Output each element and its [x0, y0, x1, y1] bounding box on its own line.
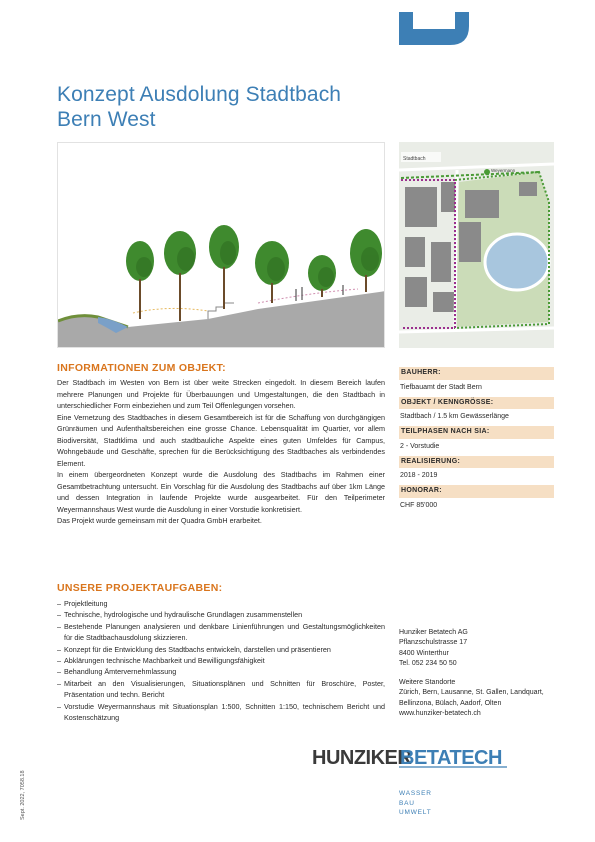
list-item: – Technische, hydrologische und hydraulische Grundlagen zusammenstellen: [57, 609, 385, 620]
fact-label: BAUHERR:: [399, 367, 554, 380]
page-title: [57, 82, 341, 132]
tasks-list: [57, 598, 385, 723]
info-paragraph: Der Stadtbach im Westen von Bern ist über weite Strecken eingedolt. In diesem Bereich laufen mehrere Planungen und Projekte für Überbauungen und Umgestaltungen, die den Stadtbach in unterschiedlicher Form einbeziehen und zum Teil Offenlegungen vorsehen.: [57, 378, 385, 410]
list-item: – Bestehende Planungen analysieren und denkbare Linienführungen und Gestaltungsmöglichkeiten für die Stadtbachausdolung skizzieren.: [57, 621, 385, 644]
fact-value: CHF 85'000: [400, 501, 438, 509]
list-item: – Konzept für die Entwicklung des Stadtbachs entwickeln, darstellen und präsentieren: [57, 644, 385, 655]
map-label-left: Stadtbach: [403, 156, 426, 162]
brand-tab-icon: [399, 12, 469, 45]
company-street: Pflanzschulstrasse 17: [399, 639, 468, 647]
logo-part-2: BETATECH: [400, 747, 502, 769]
fact-value: 2018 - 2019: [400, 472, 438, 479]
tagline-line: UMWELT: [399, 809, 432, 816]
tagline-line: WASSER: [399, 790, 432, 797]
situation-map-drawing: [399, 142, 554, 348]
fact-label: REALISIERUNG:: [399, 456, 554, 469]
company-phone: Tel. 052 234 50 50: [399, 659, 457, 667]
project-facts: [399, 367, 554, 512]
fact-label: OBJEKT / KENNGRÖSSE:: [399, 397, 554, 410]
fact-value: Tiefbauamt der Stadt Bern: [400, 383, 482, 391]
list-item: – Projektleitung: [57, 598, 385, 609]
tasks-heading: UNSERE PROJEKTAUFGABEN:: [57, 582, 223, 594]
info-body: [57, 377, 385, 527]
fact-label: TEILPHASEN NACH SIA:: [399, 426, 554, 439]
fact-value: Stadtbach / 1.5 km Gewässerlänge: [400, 413, 509, 420]
list-item: – Abklärungen technische Machbarkeit und Bewilligungsfähigkeit: [57, 655, 385, 666]
tagline-line: BAU: [399, 799, 415, 807]
contact-block: [399, 628, 559, 719]
situation-map: [399, 142, 554, 348]
fact-label: HONORAR:: [399, 485, 554, 498]
title-line-1: Konzept Ausdolung Stadtbach: [57, 83, 342, 106]
locations-line: Zürich, Bern, Lausanne, St. Gallen, Landquart,: [399, 689, 544, 697]
list-item: – Vorstudie Weyermannshaus mit Situationsplan 1:500, Schnitten 1:150, technischem Bericht und Kostenschätzung: [57, 701, 385, 724]
list-item: – Behandlung Ämtervernehmlassung: [57, 666, 385, 677]
list-item: – Mitarbeit an den Visualisierungen, Situationsplänen und Schnitten für Broschüre, Poster, Präsentation und techn. Bericht: [57, 678, 385, 701]
info-paragraph: Das Projekt wurde gemeinsam mit der Quadra GmbH erarbeitet.: [57, 516, 262, 525]
map-label-right: Weyermann: [491, 168, 516, 173]
info-heading: INFORMATIONEN ZUM OBJEKT:: [57, 362, 226, 374]
company-city: 8400 Winterthur: [399, 649, 449, 657]
fact-value: 2 - Vorstudie: [400, 442, 440, 450]
cross-section-drawing: [58, 143, 385, 348]
cross-section-illustration: [57, 142, 385, 348]
info-paragraph: Eine Vernetzung des Stadtbaches in diesem Gesamtbereich ist für die Schaffung von durchgängigen Grünräumen und Aufenthaltsbereichen eine grosse Chance. Lebensqualität im Quartier, vor allem Biodiversität, Stadtklima und auch stadtbauliche Aspekte eines guten Umfeldes für Campus, Wohngebäude und Geschäfte, sprechen für die Berücksichtigung des Stadtbaches als verbindendes Element.: [57, 412, 385, 468]
title-line-2: Bern West: [57, 108, 156, 131]
document-date-note: Sept. 2022, 7058.18: [20, 770, 26, 820]
locations-heading: Weitere Standorte: [399, 679, 456, 687]
tagline: [399, 789, 432, 818]
hunziker-betatech-logo: [312, 744, 512, 770]
locations-line: Bellinzona, Bülach, Aadorf, Olten: [399, 699, 502, 707]
company-name: Hunziker Betatech AG: [399, 629, 468, 636]
company-website-link[interactable]: www.hunziker-betatech.ch: [399, 710, 481, 718]
info-paragraph: In einem übergeordneten Konzept wurde die Ausdolung des Stadtbachs im Rahmen einer Gesamtbetrachtung untersucht. Ein Vorschlag für die Ausdolung des Stadtbachs auf über 1km Länge und dessen Integration in laufende Projekte wurde ausgearbeitet. Für den Teilperimeter Weyermannshaus West wurde die Ausdolung in einer Vorstudie konkretisiert.: [57, 470, 385, 514]
logo-part-1: HUNZIKER: [312, 747, 412, 769]
